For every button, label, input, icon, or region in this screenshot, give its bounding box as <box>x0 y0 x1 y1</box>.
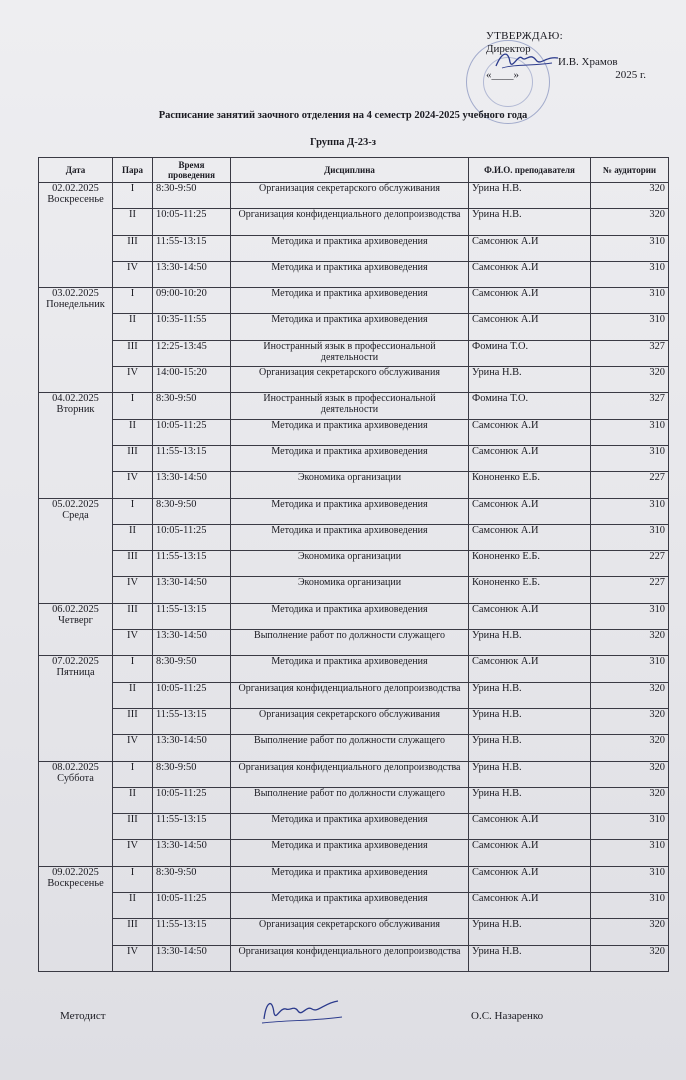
teacher-cell: Урина Н.В. <box>469 682 591 708</box>
time-cell: 8:30-9:50 <box>153 183 231 209</box>
pair-cell: IV <box>113 630 153 656</box>
subject-cell: Организация секретарского обслуживания <box>231 183 469 209</box>
room-cell: 227 <box>591 472 669 498</box>
pair-cell: IV <box>113 840 153 866</box>
room-cell: 227 <box>591 577 669 603</box>
room-cell: 310 <box>591 445 669 471</box>
table-row <box>39 183 669 209</box>
subject-cell: Иностранный язык в профессиональной деятельности <box>231 340 469 366</box>
teacher-cell: Урина Н.В. <box>469 761 591 787</box>
teacher-cell: Самсонюк А.И <box>469 524 591 550</box>
pair-cell: II <box>113 209 153 235</box>
approver-name: И.В. Храмов <box>558 56 618 68</box>
room-cell: 310 <box>591 893 669 919</box>
subject-cell: Экономика организации <box>231 577 469 603</box>
day-weekday: Пятница <box>56 667 95 679</box>
approval-year: 2025 г. <box>615 69 646 81</box>
table-row <box>39 761 669 787</box>
time-cell: 10:05-11:25 <box>153 524 231 550</box>
time-cell: 10:05-11:25 <box>153 787 231 813</box>
day-cell <box>39 183 113 288</box>
subject-cell: Методика и практика архивоведения <box>231 314 469 340</box>
room-cell: 320 <box>591 682 669 708</box>
teacher-cell: Урина Н.В. <box>469 919 591 945</box>
teacher-cell: Кононенко Е.Б. <box>469 551 591 577</box>
table-row <box>39 919 669 945</box>
room-cell: 310 <box>591 235 669 261</box>
time-cell: 13:30-14:50 <box>153 735 231 761</box>
time-cell: 13:30-14:50 <box>153 630 231 656</box>
day-weekday: Воскресенье <box>47 877 104 889</box>
teacher-cell: Кононенко Е.Б. <box>469 472 591 498</box>
pair-cell: I <box>113 498 153 524</box>
subject-cell: Организация конфиденциального делопроизводства <box>231 209 469 235</box>
schedule-title: Расписание занятий заочного отделения на 4 семестр 2024-2025 учебного года <box>158 110 528 121</box>
pair-cell: II <box>113 787 153 813</box>
subject-cell: Методика и практика архивоведения <box>231 288 469 314</box>
table-row <box>39 288 669 314</box>
room-cell: 310 <box>591 524 669 550</box>
room-cell: 320 <box>591 708 669 734</box>
pair-cell: II <box>113 682 153 708</box>
time-cell: 14:00-15:20 <box>153 367 231 393</box>
day-date: 03.02.2025 <box>52 288 99 300</box>
room-cell: 227 <box>591 551 669 577</box>
table-row <box>39 498 669 524</box>
time-cell: 8:30-9:50 <box>153 761 231 787</box>
table-row <box>39 261 669 287</box>
subject-cell: Организация секретарского обслуживания <box>231 708 469 734</box>
subject-cell: Организация конфиденциального делопроизводства <box>231 761 469 787</box>
pair-cell: II <box>113 524 153 550</box>
pair-cell: II <box>113 314 153 340</box>
room-cell: 310 <box>591 866 669 892</box>
room-cell: 327 <box>591 393 669 419</box>
pair-cell: II <box>113 419 153 445</box>
table-row <box>39 209 669 235</box>
time-cell: 8:30-9:50 <box>153 866 231 892</box>
teacher-cell: Урина Н.В. <box>469 708 591 734</box>
table-row <box>39 524 669 550</box>
time-cell: 13:30-14:50 <box>153 472 231 498</box>
day-weekday: Воскресенье <box>47 194 104 205</box>
room-cell: 320 <box>591 919 669 945</box>
teacher-cell: Фомина Т.О. <box>469 393 591 419</box>
room-cell: 320 <box>591 735 669 761</box>
table-row <box>39 314 669 340</box>
day-date: 04.02.2025 <box>52 393 99 405</box>
subject-cell: Иностранный язык в профессиональной деятельности <box>231 393 469 419</box>
subject-cell: Методика и практика архивоведения <box>231 524 469 550</box>
teacher-cell: Урина Н.В. <box>469 367 591 393</box>
table-row <box>39 235 669 261</box>
time-cell: 10:05-11:25 <box>153 893 231 919</box>
time-cell: 11:55-13:15 <box>153 603 231 629</box>
table-row <box>39 682 669 708</box>
room-cell: 310 <box>591 656 669 682</box>
pair-cell: III <box>113 603 153 629</box>
table-row <box>39 814 669 840</box>
room-cell: 310 <box>591 261 669 287</box>
room-cell: 320 <box>591 183 669 209</box>
pair-cell: I <box>113 761 153 787</box>
teacher-cell: Самсонюк А.И <box>469 866 591 892</box>
pair-cell: IV <box>113 577 153 603</box>
pair-cell: IV <box>113 367 153 393</box>
table-row <box>39 708 669 734</box>
table-row <box>39 656 669 682</box>
pair-cell: III <box>113 551 153 577</box>
time-cell: 13:30-14:50 <box>153 261 231 287</box>
methodist-signature <box>258 993 344 1027</box>
subject-cell: Выполнение работ по должности служащего <box>231 735 469 761</box>
day-date: 08.02.2025 <box>52 761 99 773</box>
table-row <box>39 419 669 445</box>
table-row <box>39 551 669 577</box>
room-cell: 320 <box>591 945 669 971</box>
table-row <box>39 340 669 366</box>
time-cell: 10:35-11:55 <box>153 314 231 340</box>
time-cell: 09:00-10:20 <box>153 288 231 314</box>
room-cell: 310 <box>591 288 669 314</box>
day-weekday: Понедельник <box>46 299 105 311</box>
teacher-cell: Самсонюк А.И <box>469 893 591 919</box>
room-cell: 320 <box>591 367 669 393</box>
teacher-cell: Фомина Т.О. <box>469 340 591 366</box>
table-row <box>39 630 669 656</box>
table-row <box>39 735 669 761</box>
teacher-cell: Самсонюк А.И <box>469 656 591 682</box>
subject-cell: Организация конфиденциального делопроизводства <box>231 945 469 971</box>
day-date: 09.02.2025 <box>52 866 99 878</box>
teacher-cell: Самсонюк А.И <box>469 288 591 314</box>
teacher-cell: Кононенко Е.Б. <box>469 577 591 603</box>
approval-block <box>486 30 676 82</box>
table-row <box>39 945 669 971</box>
pair-cell: III <box>113 814 153 840</box>
room-cell: 310 <box>591 314 669 340</box>
subject-cell: Выполнение работ по должности служащего <box>231 787 469 813</box>
day-cell <box>39 288 113 393</box>
day-weekday: Среда <box>62 509 89 521</box>
time-cell: 8:30-9:50 <box>153 498 231 524</box>
teacher-cell: Урина Н.В. <box>469 183 591 209</box>
pair-cell: IV <box>113 472 153 498</box>
approval-day: «____» <box>486 69 519 81</box>
subject-cell: Методика и практика архивоведения <box>231 656 469 682</box>
table-row <box>39 603 669 629</box>
pair-cell: III <box>113 235 153 261</box>
day-cell <box>39 498 113 603</box>
table-header-row <box>39 158 669 183</box>
time-cell: 10:05-11:25 <box>153 682 231 708</box>
day-cell <box>39 761 113 866</box>
time-cell: 11:55-13:15 <box>153 814 231 840</box>
pair-cell: IV <box>113 261 153 287</box>
teacher-cell: Самсонюк А.И <box>469 840 591 866</box>
pair-cell: I <box>113 183 153 209</box>
approve-label: УТВЕРЖДАЮ: <box>486 30 563 42</box>
subject-cell: Методика и практика архивоведения <box>231 814 469 840</box>
room-cell: 310 <box>591 603 669 629</box>
subject-cell: Методика и практика архивоведения <box>231 840 469 866</box>
time-cell: 13:30-14:50 <box>153 945 231 971</box>
subject-cell: Организация конфиденциального делопроизводства <box>231 682 469 708</box>
teacher-cell: Самсонюк А.И <box>469 235 591 261</box>
pair-cell: III <box>113 340 153 366</box>
subject-cell: Экономика организации <box>231 551 469 577</box>
pair-cell: IV <box>113 735 153 761</box>
day-cell <box>39 866 113 971</box>
methodist-name: О.С. Назаренко <box>471 1010 544 1022</box>
schedule-table <box>38 157 669 972</box>
time-cell: 12:25-13:45 <box>153 340 231 366</box>
pair-cell: III <box>113 708 153 734</box>
pair-cell: I <box>113 393 153 419</box>
table-row <box>39 472 669 498</box>
teacher-cell: Самсонюк А.И <box>469 445 591 471</box>
room-cell: 310 <box>591 498 669 524</box>
time-cell: 10:05-11:25 <box>153 419 231 445</box>
time-cell: 13:30-14:50 <box>153 577 231 603</box>
subject-cell: Методика и практика архивоведения <box>231 261 469 287</box>
subject-cell: Методика и практика архивоведения <box>231 445 469 471</box>
subject-cell: Методика и практика архивоведения <box>231 235 469 261</box>
table-row <box>39 893 669 919</box>
room-cell: 310 <box>591 840 669 866</box>
teacher-cell: Урина Н.В. <box>469 787 591 813</box>
subject-cell: Методика и практика архивоведения <box>231 498 469 524</box>
room-cell: 320 <box>591 761 669 787</box>
day-date: 05.02.2025 <box>52 498 99 510</box>
teacher-cell: Самсонюк А.И <box>469 603 591 629</box>
subject-cell: Экономика организации <box>231 472 469 498</box>
teacher-cell: Самсонюк А.И <box>469 419 591 445</box>
day-date: 07.02.2025 <box>52 656 99 668</box>
table-row <box>39 445 669 471</box>
subject-cell: Организация секретарского обслуживания <box>231 919 469 945</box>
time-cell: 11:55-13:15 <box>153 445 231 471</box>
time-cell: 11:55-13:15 <box>153 919 231 945</box>
day-date: 02.02.2025 <box>52 183 99 194</box>
col-room: № аудитории <box>591 158 669 183</box>
table-row <box>39 577 669 603</box>
subject-cell: Методика и практика архивоведения <box>231 866 469 892</box>
time-cell: 11:55-13:15 <box>153 708 231 734</box>
pair-cell: I <box>113 288 153 314</box>
time-cell: 13:30-14:50 <box>153 840 231 866</box>
pair-cell: II <box>113 893 153 919</box>
teacher-cell: Урина Н.В. <box>469 735 591 761</box>
time-cell: 10:05-11:25 <box>153 209 231 235</box>
time-cell: 8:30-9:50 <box>153 393 231 419</box>
teacher-cell: Самсонюк А.И <box>469 498 591 524</box>
time-cell: 11:55-13:15 <box>153 551 231 577</box>
day-weekday: Вторник <box>56 404 95 416</box>
pair-cell: I <box>113 656 153 682</box>
table-row <box>39 866 669 892</box>
pair-cell: I <box>113 866 153 892</box>
subject-cell: Методика и практика архивоведения <box>231 893 469 919</box>
teacher-cell: Урина Н.В. <box>469 630 591 656</box>
table-row <box>39 787 669 813</box>
col-teacher: Ф.И.О. преподавателя <box>469 158 591 183</box>
pair-cell: III <box>113 445 153 471</box>
teacher-cell: Самсонюк А.И <box>469 814 591 840</box>
approver-position: Директор <box>486 43 531 55</box>
room-cell: 320 <box>591 630 669 656</box>
table-row <box>39 367 669 393</box>
pair-cell: IV <box>113 945 153 971</box>
methodist-role: Методист <box>60 1010 106 1022</box>
table-row <box>39 393 669 419</box>
subject-cell: Методика и практика архивоведения <box>231 603 469 629</box>
col-pair: Пара <box>113 158 153 183</box>
room-cell: 310 <box>591 419 669 445</box>
day-cell <box>39 603 113 656</box>
day-date: 06.02.2025 <box>52 603 99 615</box>
time-cell: 8:30-9:50 <box>153 656 231 682</box>
time-cell: 11:55-13:15 <box>153 235 231 261</box>
day-cell <box>39 656 113 761</box>
room-cell: 320 <box>591 787 669 813</box>
subject-cell: Организация секретарского обслуживания <box>231 367 469 393</box>
col-subject: Дисциплина <box>231 158 469 183</box>
room-cell: 320 <box>591 209 669 235</box>
pair-cell: III <box>113 919 153 945</box>
teacher-cell: Самсонюк А.И <box>469 314 591 340</box>
day-weekday: Суббота <box>57 772 94 784</box>
schedule-body <box>39 183 669 972</box>
room-cell: 310 <box>591 814 669 840</box>
col-date: Дата <box>39 158 113 183</box>
col-time: Время проведения <box>153 158 231 183</box>
subject-cell: Выполнение работ по должности служащего <box>231 630 469 656</box>
day-weekday: Четверг <box>58 614 93 626</box>
room-cell: 327 <box>591 340 669 366</box>
teacher-cell: Самсонюк А.И <box>469 261 591 287</box>
group-label: Группа Д-23-з <box>310 137 376 148</box>
table-row <box>39 840 669 866</box>
day-cell <box>39 393 113 498</box>
teacher-cell: Урина Н.В. <box>469 209 591 235</box>
subject-cell: Методика и практика архивоведения <box>231 419 469 445</box>
teacher-cell: Урина Н.В. <box>469 945 591 971</box>
